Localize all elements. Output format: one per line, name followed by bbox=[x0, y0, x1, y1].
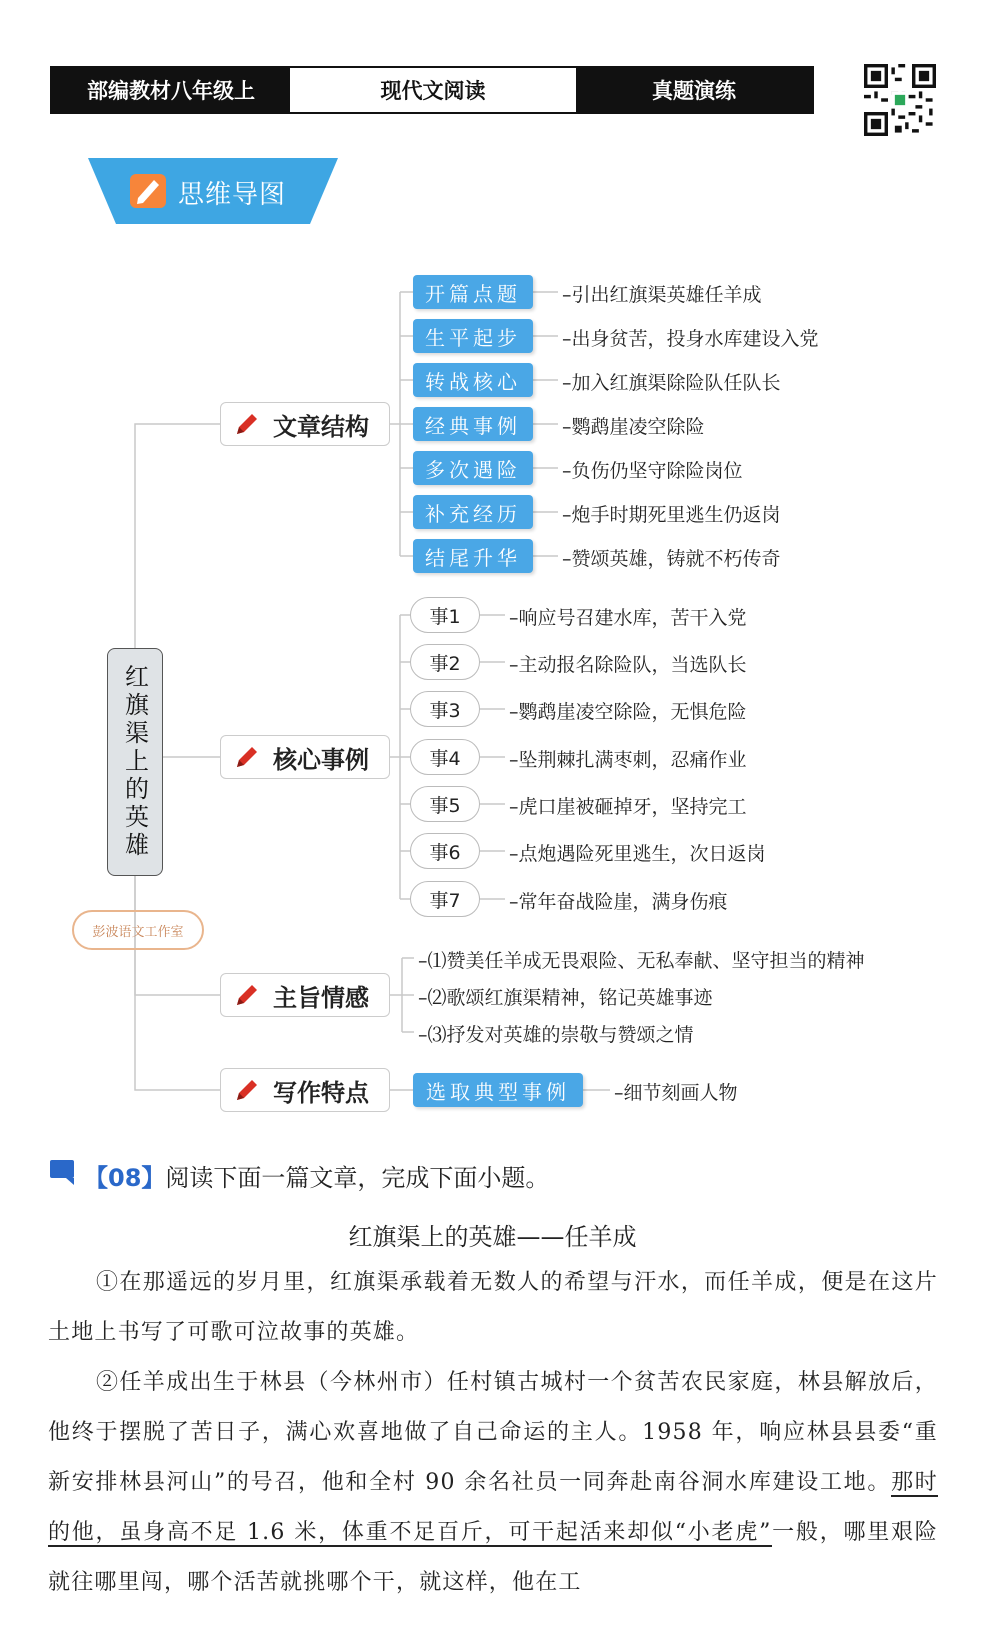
structure-tag: 经典事例 bbox=[413, 407, 533, 441]
event-tag: 事2 bbox=[410, 644, 480, 680]
theme-item: –⑴赞美任羊成无畏艰险、无私奉献、坚守担当的精神 bbox=[418, 950, 865, 972]
underlined-sentence: 那时的他，虽身高不足 1.6 米，体重不足百斤，可干起活来却似“小老虎” bbox=[48, 1470, 938, 1545]
structure-desc: –赞颂英雄，铸就不朽传奇 bbox=[562, 548, 781, 570]
structure-desc: –鹦鹉崖凌空除险 bbox=[562, 416, 705, 438]
central-title: 红旗渠上的英雄 bbox=[120, 664, 149, 860]
branch-theme-label: 主旨情感 bbox=[273, 983, 369, 1012]
paragraph-2-tail: 一般，哪里艰险就往哪里闯，哪个活苦就挑哪个干，就这样，他在工 bbox=[48, 1520, 938, 1595]
structure-desc: –负伤仍坚守除险岗位 bbox=[562, 460, 743, 482]
theme-item: –⑶抒发对英雄的崇敬与赞颂之情 bbox=[418, 1024, 694, 1046]
structure-tag: 转战核心 bbox=[413, 363, 533, 397]
event-tag: 事7 bbox=[410, 881, 480, 917]
pencil-icon bbox=[233, 1076, 261, 1104]
pencil-icon bbox=[233, 981, 261, 1009]
event-desc: –主动报名除险队，当选队长 bbox=[509, 654, 747, 676]
branch-events bbox=[220, 735, 390, 779]
branch-theme bbox=[220, 973, 390, 1017]
question-heading bbox=[84, 1158, 549, 1193]
structure-tag: 生平起步 bbox=[413, 319, 533, 353]
event-desc: –常年奋战险崖，满身伤痕 bbox=[509, 891, 728, 913]
structure-desc: –炮手时期死里逃生仍返岗 bbox=[562, 504, 781, 526]
event-tag: 事4 bbox=[410, 739, 480, 775]
branch-structure bbox=[220, 402, 390, 446]
header-grade: 部编教材八年级上 bbox=[52, 68, 290, 112]
writing-tag: 选取典型事例 bbox=[413, 1073, 583, 1107]
event-desc: –鹦鹉崖凌空除险，无惧危险 bbox=[509, 701, 747, 723]
question-prompt: 阅读下面一篇文章，完成下面小题。 bbox=[165, 1164, 550, 1192]
structure-tag: 结尾升华 bbox=[413, 539, 533, 573]
branch-events-label: 核心事例 bbox=[273, 745, 369, 774]
article-paragraph-1: ①在那遥远的岁月里，红旗渠承载着无数人的希望与汗水，而任羊成，便是在这片土地上书写了可歌可泣故事的英雄。 bbox=[48, 1270, 938, 1345]
pencil-icon bbox=[233, 410, 261, 438]
event-desc: –点炮遇险死里逃生，次日返岗 bbox=[509, 843, 766, 865]
theme-item: –⑵歌颂红旗渠精神，铭记英雄事迹 bbox=[418, 987, 713, 1009]
article-title: 红旗渠上的英雄——任羊成 bbox=[348, 1223, 637, 1251]
structure-tag: 多次遇险 bbox=[413, 451, 533, 485]
event-tag: 事3 bbox=[410, 691, 480, 727]
event-desc: –响应号召建水库，苦干入党 bbox=[509, 607, 747, 629]
mindmap-banner-label: 思维导图 bbox=[178, 180, 287, 210]
structure-desc: –出身贫苦，投身水库建设入党 bbox=[562, 328, 819, 350]
paragraph-2-text: ②任羊成出生于林县（今林州市）任村镇古城村一个贫苦农民家庭，林县解放后，他终于摆脱了苦日子，满心欢喜地做了自己命运的主人。1958 年，响应林县县委“重新安排林县河山”的号召，他和全村 90 余名社员一同奔赴南谷洞水库建设工地。 bbox=[48, 1370, 938, 1495]
branch-structure-label: 文章结构 bbox=[273, 412, 369, 441]
event-tag: 事6 bbox=[410, 833, 480, 869]
header-practice: 真题演练 bbox=[576, 68, 812, 112]
branch-writing-label: 写作特点 bbox=[273, 1078, 369, 1107]
header-section: 现代文阅读 bbox=[290, 68, 576, 112]
event-desc: –虎口崖被砸掉牙，坚持完工 bbox=[509, 796, 747, 818]
pencil-icon bbox=[233, 743, 261, 771]
event-desc: –坠荆棘扎满枣刺，忍痛作业 bbox=[509, 749, 747, 771]
studio-stamp: 彭波语文工作室 bbox=[72, 910, 204, 950]
article-paragraph-2 bbox=[48, 1358, 938, 1608]
question-flag-icon bbox=[48, 1158, 78, 1186]
mindmap-central-node bbox=[107, 648, 163, 876]
event-tag: 事1 bbox=[410, 597, 480, 633]
branch-writing bbox=[220, 1068, 390, 1112]
writing-desc: –细节刻画人物 bbox=[614, 1082, 738, 1104]
structure-desc: –加入红旗渠除险队任队长 bbox=[562, 372, 781, 394]
structure-tag: 开篇点题 bbox=[413, 275, 533, 309]
structure-tag: 补充经历 bbox=[413, 495, 533, 529]
question-number: 【08】 bbox=[84, 1164, 166, 1192]
structure-desc: –引出红旗渠英雄任羊成 bbox=[562, 284, 762, 306]
event-tag: 事5 bbox=[410, 786, 480, 822]
